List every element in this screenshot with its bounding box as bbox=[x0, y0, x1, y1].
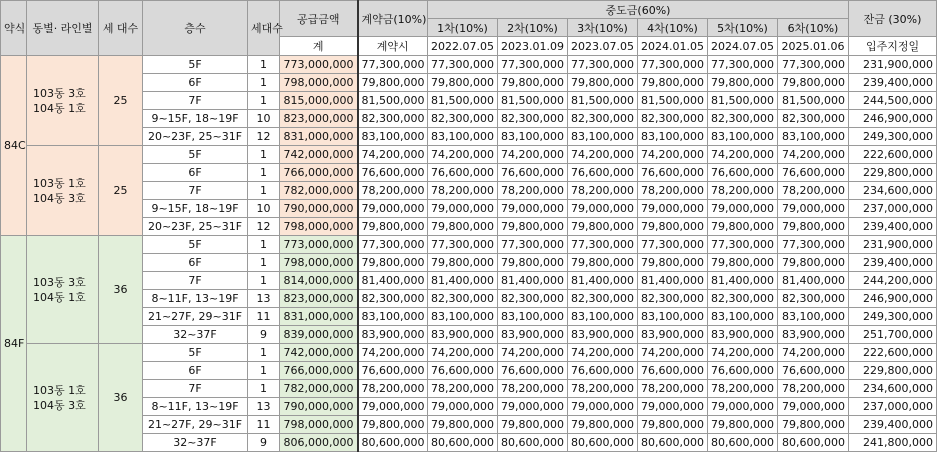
interim-cell-1: 74,200,000 bbox=[428, 344, 498, 362]
household-count-cell: 1 bbox=[248, 164, 280, 182]
interim-cell-6: 81,400,000 bbox=[778, 272, 849, 290]
balance-cell: 222,600,000 bbox=[849, 344, 937, 362]
supply-price-cell: 831,000,000 bbox=[280, 308, 358, 326]
balance-cell: 229,800,000 bbox=[849, 362, 937, 380]
header-dong-line: 동별· 라인별 bbox=[27, 1, 99, 56]
floor-cell: 8~11F, 13~19F bbox=[143, 290, 248, 308]
balance-cell: 234,600,000 bbox=[849, 380, 937, 398]
interim-cell-5: 83,900,000 bbox=[708, 326, 778, 344]
interim-cell-4: 80,600,000 bbox=[638, 434, 708, 452]
header-interim-6-date: 2025.01.06 bbox=[778, 37, 849, 56]
deposit-cell: 76,600,000 bbox=[358, 362, 428, 380]
floor-cell: 6F bbox=[143, 74, 248, 92]
dong-line-cell bbox=[27, 236, 99, 344]
balance-cell: 239,400,000 bbox=[849, 218, 937, 236]
deposit-cell: 83,100,000 bbox=[358, 128, 428, 146]
interim-cell-1: 82,300,000 bbox=[428, 290, 498, 308]
header-household-total: 세 대수 bbox=[99, 1, 143, 56]
floor-cell: 7F bbox=[143, 182, 248, 200]
interim-cell-1: 83,100,000 bbox=[428, 308, 498, 326]
interim-cell-3: 79,800,000 bbox=[568, 416, 638, 434]
interim-cell-3: 77,300,000 bbox=[568, 236, 638, 254]
interim-cell-2: 80,600,000 bbox=[498, 434, 568, 452]
interim-cell-4: 78,200,000 bbox=[638, 380, 708, 398]
supply-price-cell: 823,000,000 bbox=[280, 290, 358, 308]
balance-cell: 251,700,000 bbox=[849, 326, 937, 344]
interim-cell-4: 79,000,000 bbox=[638, 398, 708, 416]
dong-line-entry: 104동 3호 bbox=[33, 398, 86, 412]
interim-cell-1: 79,800,000 bbox=[428, 218, 498, 236]
interim-cell-3: 81,400,000 bbox=[568, 272, 638, 290]
floor-cell: 21~27F, 29~31F bbox=[143, 416, 248, 434]
interim-cell-5: 79,000,000 bbox=[708, 398, 778, 416]
interim-cell-2: 74,200,000 bbox=[498, 344, 568, 362]
interim-cell-4: 81,500,000 bbox=[638, 92, 708, 110]
header-interim: 중도금(60%) bbox=[428, 1, 849, 19]
deposit-cell: 79,000,000 bbox=[358, 200, 428, 218]
dong-line-entry: 103동 1호 bbox=[33, 176, 86, 190]
supply-price-cell: 806,000,000 bbox=[280, 434, 358, 452]
interim-cell-5: 81,500,000 bbox=[708, 92, 778, 110]
interim-cell-3: 74,200,000 bbox=[568, 344, 638, 362]
deposit-cell: 78,200,000 bbox=[358, 380, 428, 398]
header-balance: 잔금 (30%) bbox=[849, 1, 937, 37]
balance-cell: 231,900,000 bbox=[849, 236, 937, 254]
table-row bbox=[1, 146, 937, 164]
balance-cell: 234,600,000 bbox=[849, 182, 937, 200]
deposit-cell: 83,900,000 bbox=[358, 326, 428, 344]
supply-price-cell: 742,000,000 bbox=[280, 146, 358, 164]
supply-price-cell: 773,000,000 bbox=[280, 236, 358, 254]
balance-cell: 229,800,000 bbox=[849, 164, 937, 182]
floor-cell: 6F bbox=[143, 362, 248, 380]
household-total-cell: 25 bbox=[99, 56, 143, 146]
interim-cell-6: 80,600,000 bbox=[778, 434, 849, 452]
deposit-cell: 81,400,000 bbox=[358, 272, 428, 290]
table-row bbox=[1, 236, 937, 254]
header-interim-5-label: 5차(10%) bbox=[708, 19, 778, 37]
supply-price-cell: 742,000,000 bbox=[280, 344, 358, 362]
dong-line-entry: 104동 1호 bbox=[33, 290, 86, 304]
interim-cell-6: 79,800,000 bbox=[778, 74, 849, 92]
interim-cell-4: 81,400,000 bbox=[638, 272, 708, 290]
interim-cell-3: 83,100,000 bbox=[568, 308, 638, 326]
type-cell: 84C bbox=[1, 56, 27, 236]
interim-cell-5: 79,800,000 bbox=[708, 254, 778, 272]
floor-cell: 7F bbox=[143, 272, 248, 290]
interim-cell-2: 79,000,000 bbox=[498, 200, 568, 218]
interim-cell-4: 83,100,000 bbox=[638, 128, 708, 146]
interim-cell-3: 74,200,000 bbox=[568, 146, 638, 164]
interim-cell-2: 81,400,000 bbox=[498, 272, 568, 290]
interim-cell-3: 79,800,000 bbox=[568, 254, 638, 272]
interim-cell-4: 82,300,000 bbox=[638, 110, 708, 128]
household-count-cell: 1 bbox=[248, 362, 280, 380]
interim-cell-4: 79,800,000 bbox=[638, 254, 708, 272]
interim-cell-5: 83,100,000 bbox=[708, 128, 778, 146]
household-count-cell: 1 bbox=[248, 92, 280, 110]
interim-cell-1: 79,000,000 bbox=[428, 398, 498, 416]
household-count-cell: 10 bbox=[248, 200, 280, 218]
header-floor: 층수 bbox=[143, 1, 248, 56]
dong-line-entry: 104동 3호 bbox=[33, 191, 86, 205]
interim-cell-2: 78,200,000 bbox=[498, 380, 568, 398]
floor-cell: 7F bbox=[143, 92, 248, 110]
interim-cell-4: 74,200,000 bbox=[638, 146, 708, 164]
interim-cell-6: 83,100,000 bbox=[778, 128, 849, 146]
supply-price-cell: 798,000,000 bbox=[280, 416, 358, 434]
supply-price-cell: 798,000,000 bbox=[280, 218, 358, 236]
interim-cell-2: 76,600,000 bbox=[498, 362, 568, 380]
household-count-cell: 1 bbox=[248, 344, 280, 362]
header-supply-price-sub: 계 bbox=[280, 37, 358, 56]
interim-cell-4: 83,100,000 bbox=[638, 308, 708, 326]
deposit-cell: 79,800,000 bbox=[358, 254, 428, 272]
balance-cell: 244,500,000 bbox=[849, 92, 937, 110]
supply-price-cell: 798,000,000 bbox=[280, 74, 358, 92]
deposit-cell: 74,200,000 bbox=[358, 344, 428, 362]
interim-cell-6: 79,800,000 bbox=[778, 416, 849, 434]
table-row bbox=[1, 344, 937, 362]
balance-cell: 237,000,000 bbox=[849, 200, 937, 218]
household-count-cell: 1 bbox=[248, 380, 280, 398]
header-interim-2-date: 2023.01.09 bbox=[498, 37, 568, 56]
interim-cell-5: 79,000,000 bbox=[708, 200, 778, 218]
supply-price-cell: 782,000,000 bbox=[280, 182, 358, 200]
floor-cell: 9~15F, 18~19F bbox=[143, 200, 248, 218]
interim-cell-3: 83,100,000 bbox=[568, 128, 638, 146]
interim-cell-3: 79,000,000 bbox=[568, 398, 638, 416]
supply-price-cell: 831,000,000 bbox=[280, 128, 358, 146]
header-interim-1-date: 2022.07.05 bbox=[428, 37, 498, 56]
header-interim-3-label: 3차(10%) bbox=[568, 19, 638, 37]
interim-cell-5: 79,800,000 bbox=[708, 218, 778, 236]
balance-cell: 244,200,000 bbox=[849, 272, 937, 290]
interim-cell-4: 79,800,000 bbox=[638, 416, 708, 434]
interim-cell-1: 76,600,000 bbox=[428, 164, 498, 182]
household-count-cell: 10 bbox=[248, 110, 280, 128]
supply-price-cell: 766,000,000 bbox=[280, 164, 358, 182]
interim-cell-3: 81,500,000 bbox=[568, 92, 638, 110]
household-count-cell: 13 bbox=[248, 290, 280, 308]
interim-cell-6: 76,600,000 bbox=[778, 164, 849, 182]
interim-cell-3: 82,300,000 bbox=[568, 110, 638, 128]
interim-cell-3: 78,200,000 bbox=[568, 380, 638, 398]
interim-cell-5: 74,200,000 bbox=[708, 146, 778, 164]
floor-cell: 8~11F, 13~19F bbox=[143, 398, 248, 416]
floor-cell: 20~23F, 25~31F bbox=[143, 128, 248, 146]
interim-cell-2: 79,800,000 bbox=[498, 218, 568, 236]
interim-cell-1: 76,600,000 bbox=[428, 362, 498, 380]
balance-cell: 231,900,000 bbox=[849, 56, 937, 74]
interim-cell-2: 83,100,000 bbox=[498, 308, 568, 326]
type-cell: 84F bbox=[1, 236, 27, 452]
interim-cell-2: 83,100,000 bbox=[498, 128, 568, 146]
interim-cell-5: 83,100,000 bbox=[708, 308, 778, 326]
interim-cell-1: 79,000,000 bbox=[428, 200, 498, 218]
deposit-cell: 79,800,000 bbox=[358, 74, 428, 92]
household-count-cell: 1 bbox=[248, 236, 280, 254]
interim-cell-2: 79,800,000 bbox=[498, 254, 568, 272]
floor-cell: 20~23F, 25~31F bbox=[143, 218, 248, 236]
header-deposit: 계약금(10%) bbox=[358, 1, 428, 37]
interim-cell-4: 83,900,000 bbox=[638, 326, 708, 344]
deposit-cell: 76,600,000 bbox=[358, 164, 428, 182]
deposit-cell: 77,300,000 bbox=[358, 236, 428, 254]
interim-cell-5: 80,600,000 bbox=[708, 434, 778, 452]
household-count-cell: 11 bbox=[248, 308, 280, 326]
interim-cell-1: 79,800,000 bbox=[428, 416, 498, 434]
supply-price-cell: 773,000,000 bbox=[280, 56, 358, 74]
interim-cell-6: 76,600,000 bbox=[778, 362, 849, 380]
header-interim-4-label: 4차(10%) bbox=[638, 19, 708, 37]
interim-cell-5: 79,800,000 bbox=[708, 74, 778, 92]
header-interim-3-date: 2023.07.05 bbox=[568, 37, 638, 56]
interim-cell-1: 80,600,000 bbox=[428, 434, 498, 452]
interim-cell-3: 76,600,000 bbox=[568, 362, 638, 380]
interim-cell-5: 74,200,000 bbox=[708, 344, 778, 362]
balance-cell: 246,900,000 bbox=[849, 290, 937, 308]
household-count-cell: 1 bbox=[248, 74, 280, 92]
interim-cell-2: 74,200,000 bbox=[498, 146, 568, 164]
interim-cell-6: 78,200,000 bbox=[778, 380, 849, 398]
balance-cell: 246,900,000 bbox=[849, 110, 937, 128]
household-count-cell: 11 bbox=[248, 416, 280, 434]
household-total-cell: 36 bbox=[99, 344, 143, 452]
interim-cell-4: 79,800,000 bbox=[638, 218, 708, 236]
supply-price-cell: 790,000,000 bbox=[280, 200, 358, 218]
interim-cell-1: 77,300,000 bbox=[428, 236, 498, 254]
floor-cell: 7F bbox=[143, 380, 248, 398]
dong-line-cell bbox=[27, 56, 99, 146]
balance-cell: 239,400,000 bbox=[849, 254, 937, 272]
household-count-cell: 12 bbox=[248, 218, 280, 236]
interim-cell-6: 82,300,000 bbox=[778, 290, 849, 308]
interim-cell-6: 81,500,000 bbox=[778, 92, 849, 110]
header-balance-sub: 입주지정일 bbox=[849, 37, 937, 56]
interim-cell-5: 82,300,000 bbox=[708, 110, 778, 128]
supply-price-cell: 798,000,000 bbox=[280, 254, 358, 272]
interim-cell-3: 79,800,000 bbox=[568, 74, 638, 92]
household-total-cell: 25 bbox=[99, 146, 143, 236]
supply-price-cell: 782,000,000 bbox=[280, 380, 358, 398]
interim-cell-1: 79,800,000 bbox=[428, 74, 498, 92]
interim-cell-5: 76,600,000 bbox=[708, 362, 778, 380]
interim-cell-3: 79,000,000 bbox=[568, 200, 638, 218]
supply-price-cell: 766,000,000 bbox=[280, 362, 358, 380]
interim-cell-2: 77,300,000 bbox=[498, 236, 568, 254]
interim-cell-2: 79,000,000 bbox=[498, 398, 568, 416]
floor-cell: 6F bbox=[143, 254, 248, 272]
interim-cell-6: 79,000,000 bbox=[778, 398, 849, 416]
deposit-cell: 74,200,000 bbox=[358, 146, 428, 164]
interim-cell-6: 74,200,000 bbox=[778, 146, 849, 164]
balance-cell: 222,600,000 bbox=[849, 146, 937, 164]
supply-price-cell: 814,000,000 bbox=[280, 272, 358, 290]
interim-cell-1: 81,400,000 bbox=[428, 272, 498, 290]
household-total-cell: 36 bbox=[99, 236, 143, 344]
floor-cell: 5F bbox=[143, 236, 248, 254]
header-interim-2-label: 2차(10%) bbox=[498, 19, 568, 37]
household-count-cell: 1 bbox=[248, 146, 280, 164]
interim-cell-1: 81,500,000 bbox=[428, 92, 498, 110]
interim-cell-2: 82,300,000 bbox=[498, 290, 568, 308]
header-interim-6-label: 6차(10%) bbox=[778, 19, 849, 37]
interim-cell-1: 77,300,000 bbox=[428, 56, 498, 74]
interim-cell-3: 78,200,000 bbox=[568, 182, 638, 200]
interim-cell-6: 77,300,000 bbox=[778, 56, 849, 74]
interim-cell-6: 82,300,000 bbox=[778, 110, 849, 128]
interim-cell-2: 79,800,000 bbox=[498, 74, 568, 92]
interim-cell-4: 77,300,000 bbox=[638, 56, 708, 74]
interim-cell-6: 83,900,000 bbox=[778, 326, 849, 344]
floor-cell: 5F bbox=[143, 56, 248, 74]
balance-cell: 237,000,000 bbox=[849, 398, 937, 416]
household-count-cell: 12 bbox=[248, 128, 280, 146]
dong-line-cell bbox=[27, 344, 99, 452]
balance-cell: 239,400,000 bbox=[849, 416, 937, 434]
interim-cell-1: 83,900,000 bbox=[428, 326, 498, 344]
interim-cell-2: 79,800,000 bbox=[498, 416, 568, 434]
interim-cell-6: 79,800,000 bbox=[778, 254, 849, 272]
interim-cell-6: 83,100,000 bbox=[778, 308, 849, 326]
household-count-cell: 9 bbox=[248, 326, 280, 344]
interim-cell-6: 77,300,000 bbox=[778, 236, 849, 254]
table-row bbox=[1, 56, 937, 74]
household-count-cell: 1 bbox=[248, 272, 280, 290]
interim-cell-5: 78,200,000 bbox=[708, 380, 778, 398]
dong-line-entry: 103동 3호 bbox=[33, 86, 86, 100]
balance-cell: 249,300,000 bbox=[849, 308, 937, 326]
deposit-cell: 79,000,000 bbox=[358, 398, 428, 416]
household-count-cell: 13 bbox=[248, 398, 280, 416]
interim-cell-6: 79,800,000 bbox=[778, 218, 849, 236]
floor-cell: 6F bbox=[143, 164, 248, 182]
deposit-cell: 82,300,000 bbox=[358, 110, 428, 128]
deposit-cell: 81,500,000 bbox=[358, 92, 428, 110]
interim-cell-4: 77,300,000 bbox=[638, 236, 708, 254]
balance-cell: 249,300,000 bbox=[849, 128, 937, 146]
interim-cell-3: 82,300,000 bbox=[568, 290, 638, 308]
header-interim-5-date: 2024.07.05 bbox=[708, 37, 778, 56]
balance-cell: 241,800,000 bbox=[849, 434, 937, 452]
deposit-cell: 79,800,000 bbox=[358, 416, 428, 434]
household-count-cell: 9 bbox=[248, 434, 280, 452]
interim-cell-2: 81,500,000 bbox=[498, 92, 568, 110]
floor-cell: 5F bbox=[143, 146, 248, 164]
dong-line-entry: 104동 1호 bbox=[33, 101, 86, 115]
interim-cell-4: 76,600,000 bbox=[638, 362, 708, 380]
interim-cell-2: 82,300,000 bbox=[498, 110, 568, 128]
balance-cell: 239,400,000 bbox=[849, 74, 937, 92]
supply-price-cell: 823,000,000 bbox=[280, 110, 358, 128]
interim-cell-1: 78,200,000 bbox=[428, 182, 498, 200]
interim-cell-3: 83,900,000 bbox=[568, 326, 638, 344]
interim-cell-2: 77,300,000 bbox=[498, 56, 568, 74]
interim-cell-4: 79,000,000 bbox=[638, 200, 708, 218]
header-interim-4-date: 2024.01.05 bbox=[638, 37, 708, 56]
interim-cell-1: 83,100,000 bbox=[428, 128, 498, 146]
interim-cell-2: 83,900,000 bbox=[498, 326, 568, 344]
interim-cell-3: 77,300,000 bbox=[568, 56, 638, 74]
header-supply-price: 공급금액 bbox=[280, 1, 358, 37]
interim-cell-1: 82,300,000 bbox=[428, 110, 498, 128]
deposit-cell: 78,200,000 bbox=[358, 182, 428, 200]
dong-line-cell bbox=[27, 146, 99, 236]
household-count-cell: 1 bbox=[248, 254, 280, 272]
interim-cell-5: 77,300,000 bbox=[708, 236, 778, 254]
floor-cell: 5F bbox=[143, 344, 248, 362]
interim-cell-3: 79,800,000 bbox=[568, 218, 638, 236]
supply-price-cell: 839,000,000 bbox=[280, 326, 358, 344]
supply-price-cell: 815,000,000 bbox=[280, 92, 358, 110]
interim-cell-5: 82,300,000 bbox=[708, 290, 778, 308]
deposit-cell: 79,800,000 bbox=[358, 218, 428, 236]
header-household-count: 세대수 bbox=[248, 1, 280, 56]
floor-cell: 21~27F, 29~31F bbox=[143, 308, 248, 326]
deposit-cell: 83,100,000 bbox=[358, 308, 428, 326]
dong-line-entry: 103동 3호 bbox=[33, 275, 86, 289]
interim-cell-4: 82,300,000 bbox=[638, 290, 708, 308]
interim-cell-5: 77,300,000 bbox=[708, 56, 778, 74]
household-count-cell: 1 bbox=[248, 182, 280, 200]
interim-cell-5: 81,400,000 bbox=[708, 272, 778, 290]
deposit-cell: 80,600,000 bbox=[358, 434, 428, 452]
floor-cell: 32~37F bbox=[143, 326, 248, 344]
floor-cell: 9~15F, 18~19F bbox=[143, 110, 248, 128]
interim-cell-2: 78,200,000 bbox=[498, 182, 568, 200]
interim-cell-6: 79,000,000 bbox=[778, 200, 849, 218]
interim-cell-1: 78,200,000 bbox=[428, 380, 498, 398]
header-deposit-sub: 계약시 bbox=[358, 37, 428, 56]
interim-cell-1: 74,200,000 bbox=[428, 146, 498, 164]
household-count-cell: 1 bbox=[248, 56, 280, 74]
interim-cell-6: 78,200,000 bbox=[778, 182, 849, 200]
interim-cell-5: 76,600,000 bbox=[708, 164, 778, 182]
interim-cell-6: 74,200,000 bbox=[778, 344, 849, 362]
floor-cell: 32~37F bbox=[143, 434, 248, 452]
interim-cell-1: 79,800,000 bbox=[428, 254, 498, 272]
interim-cell-4: 74,200,000 bbox=[638, 344, 708, 362]
header-interim-1-label: 1차(10%) bbox=[428, 19, 498, 37]
interim-cell-3: 80,600,000 bbox=[568, 434, 638, 452]
interim-cell-3: 76,600,000 bbox=[568, 164, 638, 182]
interim-cell-5: 79,800,000 bbox=[708, 416, 778, 434]
deposit-cell: 82,300,000 bbox=[358, 290, 428, 308]
interim-cell-4: 78,200,000 bbox=[638, 182, 708, 200]
supply-price-cell: 790,000,000 bbox=[280, 398, 358, 416]
interim-cell-4: 79,800,000 bbox=[638, 74, 708, 92]
interim-cell-5: 78,200,000 bbox=[708, 182, 778, 200]
header-type: 약식 bbox=[1, 1, 27, 56]
dong-line-entry: 103동 1호 bbox=[33, 383, 86, 397]
interim-cell-4: 76,600,000 bbox=[638, 164, 708, 182]
deposit-cell: 77,300,000 bbox=[358, 56, 428, 74]
interim-cell-2: 76,600,000 bbox=[498, 164, 568, 182]
